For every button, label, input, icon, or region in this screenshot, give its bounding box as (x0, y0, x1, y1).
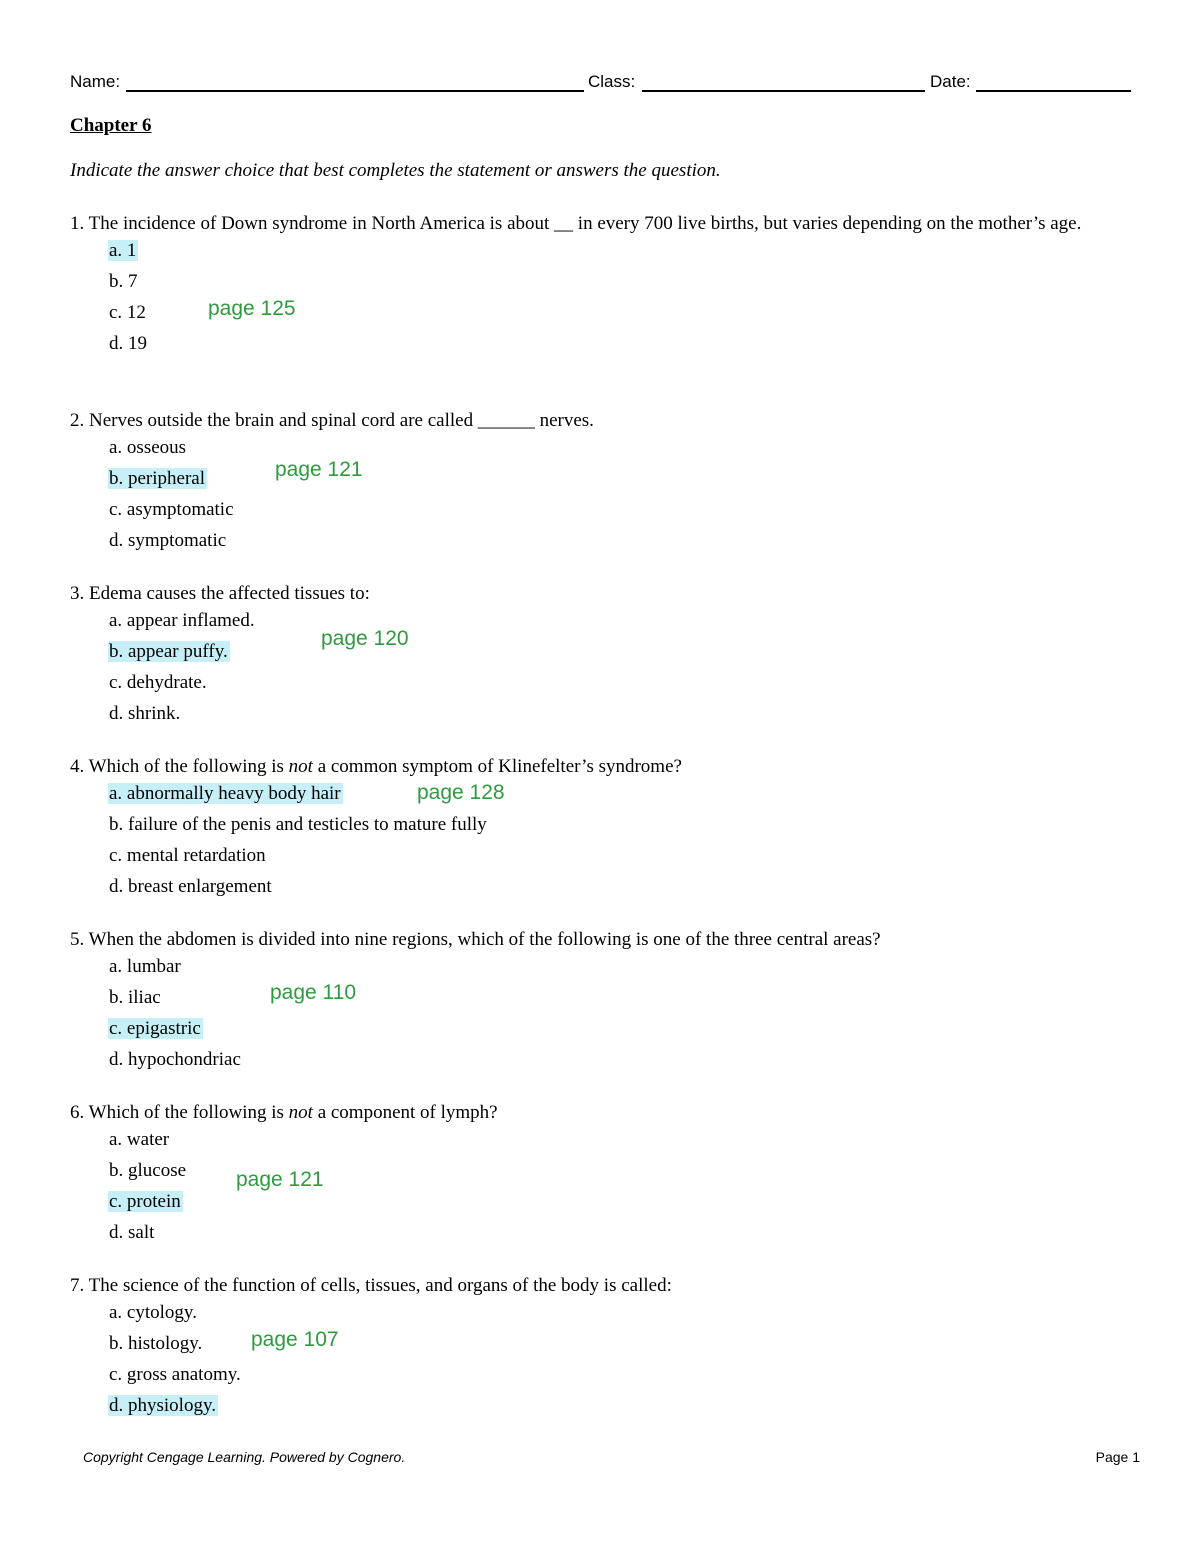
choice-text: d. shrink. (109, 703, 181, 724)
choice-text: b. histology. (109, 1333, 203, 1354)
choice-text: b. peripheral (109, 468, 206, 489)
answer-choice-correct (108, 468, 1132, 499)
stem-text: 4. Which of the following is (70, 756, 289, 777)
page-reference-annotation: page 121 (236, 1168, 324, 1191)
page-reference-annotation: page 128 (417, 781, 505, 804)
date-field-line (976, 90, 1131, 92)
page-reference-annotation: page 120 (321, 627, 409, 650)
answer-choice-correct (108, 1191, 1132, 1222)
answer-choice (108, 333, 1132, 364)
question-stem: 5. When the abdomen is divided into nine regions, which of the following is one of the three central areas? (70, 929, 881, 950)
student-info-header (70, 71, 1132, 97)
choice-text: a. abnormally heavy body hair (109, 783, 341, 804)
stem-text: 6. Which of the following is (70, 1102, 289, 1123)
question-stem (70, 755, 1132, 779)
answer-choice (108, 876, 1132, 907)
class-label: Class: (588, 72, 636, 91)
question-5 (70, 928, 1132, 1080)
answer-choice (108, 672, 1132, 703)
choice-text: c. gross anatomy. (109, 1364, 241, 1385)
copyright-footer: Copyright Cengage Learning. Powered by Cognero. (83, 1449, 406, 1465)
stem-emphasis: not (288, 756, 313, 777)
page-reference-annotation: page 121 (275, 458, 363, 481)
date-label: Date: (930, 72, 971, 91)
answer-choice (108, 987, 1132, 1018)
choice-text: b. glucose (109, 1160, 187, 1181)
question-3 (70, 582, 1132, 734)
choice-text: c. mental retardation (109, 845, 266, 866)
question-stem (70, 1101, 1132, 1125)
stem-text: a common symptom of Klinefelter’s syndrome? (312, 756, 682, 777)
answer-choice (108, 814, 1132, 845)
question-4 (70, 755, 1132, 907)
chapter-title: Chapter 6 (70, 115, 152, 136)
answer-choice (108, 610, 1132, 641)
stem-emphasis: not (288, 1102, 313, 1123)
choice-text: a. 1 (109, 240, 137, 261)
page-reference-annotation: page 110 (270, 981, 357, 1004)
question-6 (70, 1101, 1132, 1253)
choice-text: b. 7 (109, 271, 138, 292)
answer-choice (108, 845, 1132, 876)
question-stem: 3. Edema causes the affected tissues to: (70, 583, 370, 604)
answer-choices (70, 956, 1132, 1080)
answer-choices (70, 1129, 1132, 1253)
answer-choice (108, 1222, 1132, 1253)
choice-text: d. 19 (109, 333, 147, 354)
class-field-line (642, 90, 925, 92)
choice-text: d. hypochondriac (109, 1049, 241, 1070)
name-field-line (126, 90, 584, 92)
answer-choice (108, 437, 1132, 468)
answer-choice (108, 1049, 1132, 1080)
choice-text: d. symptomatic (109, 530, 227, 551)
choice-text: a. osseous (109, 437, 187, 458)
answer-choice (108, 1129, 1132, 1160)
question-2 (70, 409, 1132, 561)
answer-choices (70, 783, 1132, 907)
choice-text: d. salt (109, 1222, 155, 1243)
answer-choice (108, 1364, 1132, 1395)
question-stem: 2. Nerves outside the brain and spinal cord are called ______ nerves. (70, 410, 594, 431)
choice-text: d. breast enlargement (109, 876, 272, 897)
answer-choices (70, 610, 1132, 734)
page-reference-annotation: page 107 (251, 1328, 339, 1351)
answer-choice-correct (108, 1395, 1132, 1426)
answer-choice (108, 499, 1132, 530)
choice-text: c. dehydrate. (109, 672, 207, 693)
question-1 (70, 212, 1132, 364)
answer-choice (108, 703, 1132, 734)
choice-text: b. iliac (109, 987, 161, 1008)
question-7 (70, 1274, 1132, 1426)
choice-text: a. water (109, 1129, 170, 1150)
question-stem: 7. The science of the function of cells, tissues, and organs of the body is called: (70, 1275, 672, 1296)
choice-text: a. cytology. (109, 1302, 197, 1323)
answer-choices (70, 437, 1132, 561)
question-stem: 1. The incidence of Down syndrome in North America is about __ in every 700 live births, but varies depending on the mother’s age. (70, 213, 1082, 234)
answer-choice-correct (108, 240, 1132, 271)
answer-choice (108, 956, 1132, 987)
choice-text: d. physiology. (109, 1395, 216, 1416)
answer-choice-correct (108, 1018, 1132, 1049)
instructions: Indicate the answer choice that best completes the statement or answers the question. (70, 160, 721, 181)
name-label: Name: (70, 72, 121, 91)
choice-text: c. 12 (109, 302, 146, 323)
choice-text: b. appear puffy. (109, 641, 228, 662)
stem-text: a component of lymph? (312, 1102, 498, 1123)
page-number: Page 1 (1095, 1449, 1140, 1465)
answer-choice-correct (108, 783, 1132, 814)
choice-text: b. failure of the penis and testicles to mature fully (109, 814, 487, 835)
answer-choice-correct (108, 641, 1132, 672)
answer-choices (70, 1302, 1132, 1426)
answer-choice (108, 530, 1132, 561)
choice-text: a. lumbar (109, 956, 181, 977)
choice-text: a. appear inflamed. (109, 610, 255, 631)
choice-text: c. epigastric (109, 1018, 201, 1039)
page-reference-annotation: page 125 (208, 297, 296, 320)
choice-text: c. asymptomatic (109, 499, 234, 520)
choice-text: c. protein (109, 1191, 181, 1212)
